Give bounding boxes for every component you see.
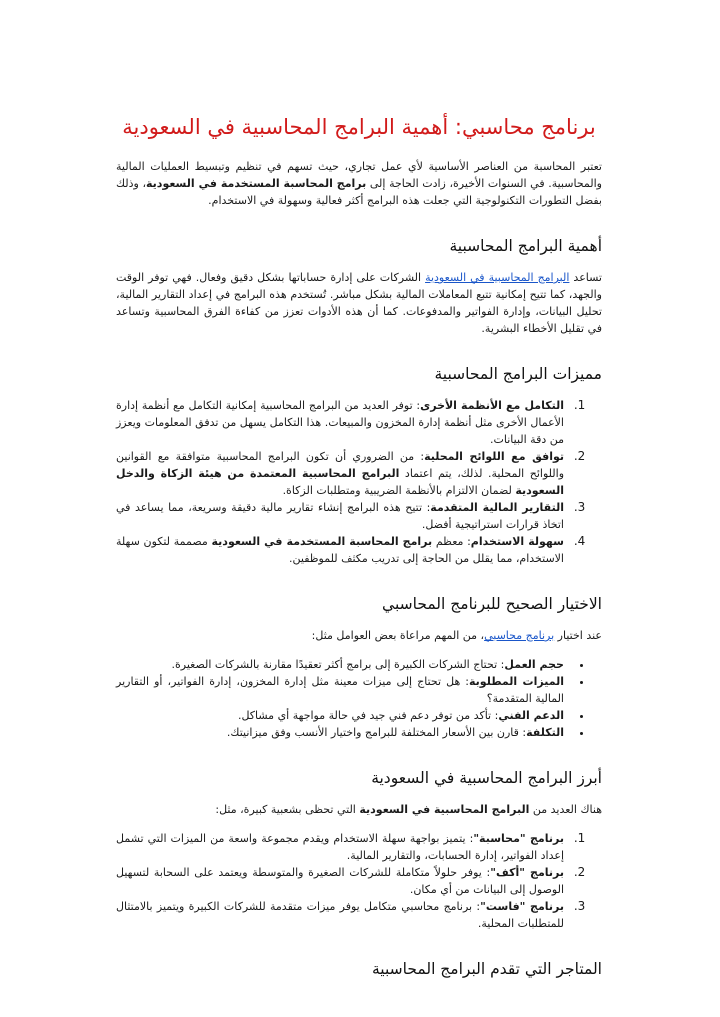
list-item [116,673,570,707]
item-bold: البرامج المحاسبية المعتمدة من هيئة الزكاة والدخل السعودية [116,467,564,497]
choice-text: ، من المهم مراعاة بعض العوامل مثل: [311,629,485,642]
item-title: التكلفة [526,726,564,739]
factors-list [116,656,602,741]
list-item [116,533,570,567]
item-text: : من الضروري أن تكون البرامج المحاسبية متوافقة مع القوانين واللوائح المحلية. لذلك، يتم اعتماد [116,450,564,480]
item-text: : توفر العديد من البرامج المحاسبية إمكانية التكامل مع أنظمة إدارة الأعمال الأخرى مثل أنظمة إدارة المخزون والمبيعات. هذا التكامل يسهل من تدفق المعلومات ويعزز من دقة البيانات. [116,399,564,446]
list-item [116,724,570,741]
item-text: : هل تحتاج إلى ميزات معينة مثل إدارة المخزون، إدارة الفواتير، أو التقارير المالية المتقدمة؟ [116,675,564,705]
item-text: مصممة لتكون سهلة الاستخدام، مما يقلل من الحاجة إلى تدريب مكثف للموظفين. [116,535,564,565]
intro-text-end: ، وذلك بفضل التطورات التكنولوجية التي جعلت هذه البرامج أكثر فعالية وسهولة في الاستخدام. [116,177,602,207]
intro-paragraph [116,158,602,209]
item-text: : يوفر حلولاً متكاملة للشركات الصغيرة والمتوسطة ويعتمد على السحابة لتسهيل الوصول إلى البيانات من أي مكان. [116,866,564,896]
top-bold: البرامج المحاسبية في السعودية [359,803,530,816]
accounting-software-link[interactable]: البرامج المحاسبية في السعودية [425,271,570,284]
item-bold: برامج المحاسبة المستخدمة في السعودية [211,535,433,548]
top-text-start: هناك العديد من [529,803,602,816]
top-programs-paragraph [116,801,602,818]
item-text: : يتميز بواجهة سهلة الاستخدام ويقدم مجموعة واسعة من الميزات التي تشمل إعداد الفواتير، إدارة الحسابات، والتقارير المالية. [116,832,564,862]
top-text: التي تحظى بشعبية كبيرة، مثل: [215,803,360,816]
section-heading-choice: الاختيار الصحيح للبرنامج المحاسبي [382,595,602,613]
item-text: : برنامج محاسبي متكامل يوفر ميزات متقدمة للشركات الكبيرة ويتميز بالامتثال للمتطلبات المحلية. [116,900,564,930]
importance-paragraph [116,269,602,337]
item-text: : قارن بين الأسعار المختلفة للبرامج واختيار الأنسب وفق ميزانيتك. [226,726,527,739]
section-heading-importance: أهمية البرامج المحاسبية [449,237,602,255]
importance-text: الشركات على إدارة حساباتها بشكل دقيق وفعال. فهي توفر الوقت والجهد، كما تتيح إمكانية تتبع المعاملات المالية بشكل مباشر. تُستخدم هذه البرامج في إعداد التقارير المالية، تحليل البيانات، وإدارة الفواتير والمدفوعات. كما أن هذه الأدوات تعزز من كفاءة الفرق المحاسبية وتساعد في تقليل الأخطاء البشرية. [116,271,602,335]
item-title: التقارير المالية المتقدمة [430,501,564,514]
list-item [116,830,570,864]
intro-text: تعتبر المحاسبة من العناصر الأساسية لأي عمل تجاري، حيث تسهم في تنظيم وتبسيط العمليات المالية والمحاسبية. في السنوات الأخيرة، زادت الحاجة إلى [116,160,602,190]
list-item [116,499,570,533]
list-item [116,448,570,499]
item-title: التكامل مع الأنظمة الأخرى [420,399,564,412]
list-item [116,898,570,932]
item-text: : تتيح هذه البرامج إنشاء تقارير مالية دقيقة وسريعة، مما يساعد في اتخاذ قرارات استراتيجية أفضل. [116,501,564,531]
item-text: : تأكد من توفر دعم فني جيد في حالة مواجهة أي مشاكل. [237,709,499,722]
section-heading-features: مميزات البرامج المحاسبية [434,365,602,383]
importance-text-start: تساعد [569,271,602,284]
item-title: سهولة الاستخدام [470,535,564,548]
item-text: : معظم [432,535,471,548]
item-text: لضمان الالتزام بالأنظمة الضريبية ومتطلبات الزكاة. [282,484,516,497]
section-heading-stores: المتاجر التي تقدم البرامج المحاسبية [372,960,602,978]
item-title: برنامج "أكف" [490,866,565,879]
programs-list [116,830,602,932]
item-text: : تحتاج الشركات الكبيرة إلى برامج أكثر تعقيدًا مقارنة بالشركات الصغيرة. [171,658,505,671]
choice-text-start: عند اختيار [554,629,602,642]
list-item [116,864,570,898]
page-title: برنامج محاسبي: أهمية البرامج المحاسبية في السعودية [122,115,596,139]
item-title: توافق مع اللوائح المحلية [424,450,564,463]
list-item [116,707,570,724]
choice-paragraph [116,627,602,644]
item-title: برنامج "فاست" [480,900,564,913]
item-title: حجم العمل [504,658,564,671]
features-list [116,397,602,567]
list-item [116,397,570,448]
item-title: الميزات المطلوبة [469,675,564,688]
section-heading-top-programs: أبرز البرامج المحاسبية في السعودية [371,769,602,787]
accounting-program-link[interactable]: برنامج محاسبي [484,629,555,642]
item-title: الدعم الفني [498,709,564,722]
list-item [116,656,570,673]
intro-bold: برامج المحاسبة المستخدمة في السعودية [146,177,367,190]
item-title: برنامج "محاسبة" [473,832,564,845]
